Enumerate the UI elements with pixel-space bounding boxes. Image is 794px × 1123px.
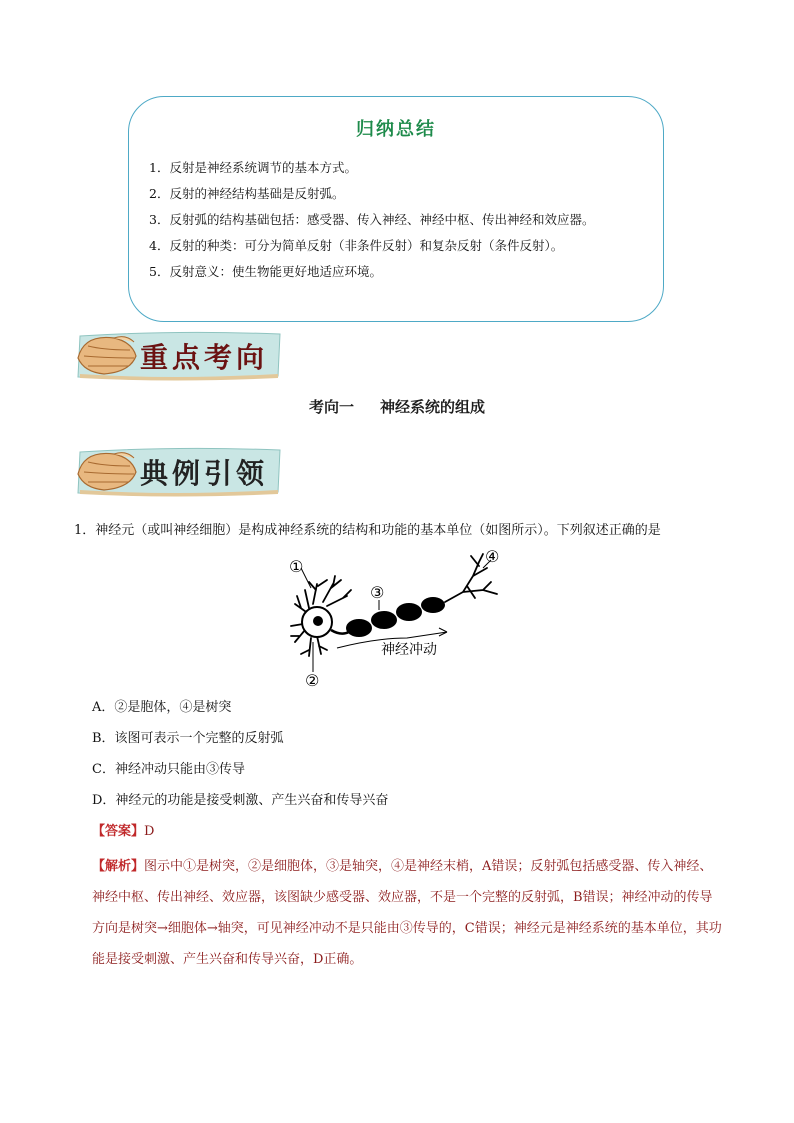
analysis: [92, 851, 724, 975]
summary-list: [149, 155, 594, 285]
analysis-text: 图示中①是树突，②是细胞体，③是轴突，④是神经末梢，A错误；反射弧包括感受器、传入神经、神经中枢、传出神经、效应器，该图缺少感受器、效应器，不是一个完整的反射弧，B错误；神经冲动的传导方向是树突→细胞体→轴突，可见神经冲动不是只能由③传导的，C错误；神经元是神经系统的基本单位，其功能是接受刺激、产生兴奋和传导兴奋，D正确。: [92, 859, 722, 967]
axon-hillock: [331, 630, 349, 634]
option-a: A．②是胞体，④是树突: [92, 700, 232, 715]
banner-label: 典例引领: [140, 457, 269, 490]
banner-label: 重点考向: [140, 341, 269, 374]
summary-title: 归纳总结: [356, 119, 436, 140]
figure-label-4: ④: [485, 547, 500, 566]
key-topics-banner: [74, 328, 284, 382]
summary-item: 5．反射意义：使生物能更好地适应环境。: [149, 264, 382, 279]
answer-value: D: [144, 824, 155, 839]
figure-label-3: ③: [370, 583, 385, 602]
summary-item: 4．反射的种类：可分为简单反射（非条件反射）和复杂反射（条件反射）。: [149, 238, 564, 253]
summary-box: [128, 96, 664, 322]
figure-label-1: ①: [289, 557, 304, 576]
examples-banner: [74, 444, 284, 498]
option-d: D．神经元的功能是接受刺激、产生兴奋和传导兴奋: [92, 793, 389, 808]
nucleus: [313, 616, 323, 626]
axon-myelin: [346, 597, 445, 637]
question-text: 1．神经元（或叫神经细胞）是构成神经系统的结构和功能的基本单位（如图所示）。下列叙述正确的是: [74, 523, 661, 538]
summary-item: 2．反射的神经结构基础是反射弧。: [149, 186, 345, 201]
answer-label: 【答案】: [92, 824, 145, 839]
figure-label-2: ②: [305, 671, 320, 690]
answer: [92, 820, 154, 839]
impulse-label: 神经冲动: [381, 642, 437, 658]
option-b: B．该图可表示一个完整的反射弧: [92, 731, 284, 746]
summary-item: 3．反射弧的结构基础包括：感受器、传入神经、神经中枢、传出神经和效应器。: [149, 212, 595, 227]
analysis-label: 【解析】: [92, 859, 145, 874]
option-c: C．神经冲动只能由③传导: [92, 762, 245, 777]
summary-item: 1．反射是神经系统调节的基本方式。: [149, 160, 357, 175]
section-heading: 考向一 神经系统的组成: [308, 398, 486, 416]
neuron-figure: [287, 546, 517, 692]
